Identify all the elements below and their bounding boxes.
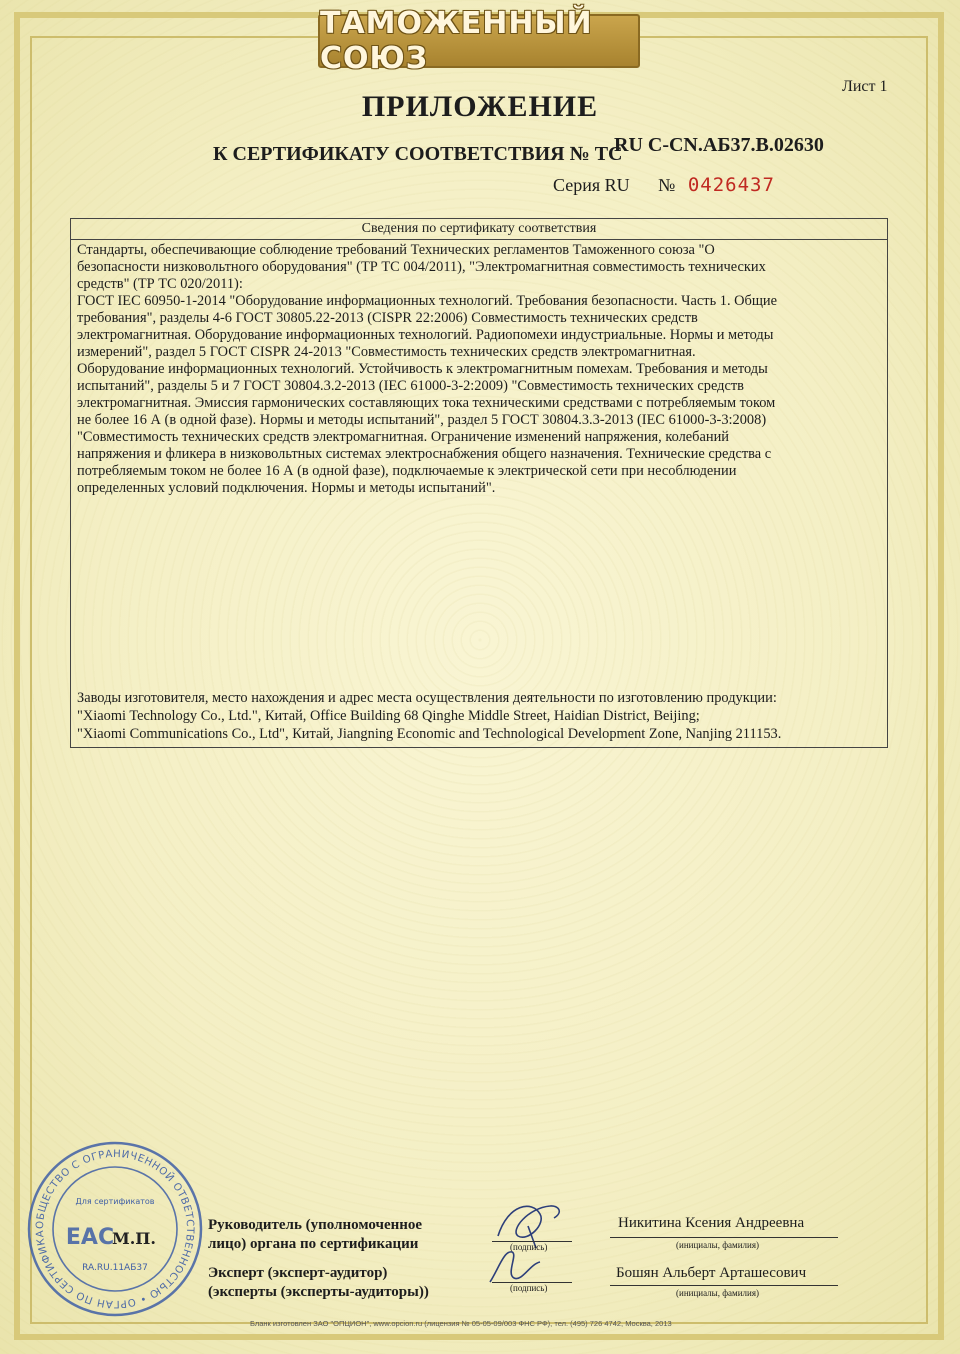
- expert-sign-caption: (подпись): [510, 1283, 548, 1293]
- certificate-number: RU С-CN.АБ37.В.02630: [614, 134, 824, 156]
- series-label: Серия: [553, 175, 601, 195]
- certificate-label: К СЕРТИФИКАТУ СООТВЕТСТВИЯ № ТС: [213, 143, 623, 165]
- page-title: ПРИЛОЖЕНИЕ: [361, 90, 599, 123]
- seal-ring-text: ОБЩЕСТВО С ОГРАНИЧЕННОЙ ОТВЕТСТВЕННОСТЬЮ • ОРГАН ПО СЕРТИФИКА: [34, 1148, 196, 1310]
- head-label-line: Руководитель (уполномоченное: [208, 1217, 423, 1233]
- series-value: RU: [604, 175, 630, 195]
- head-label-line: лицо) органа по сертификации: [208, 1236, 419, 1252]
- expert-label-line: (эксперты (эксперты-аудиторы)): [208, 1284, 429, 1300]
- footer-note: Бланк изготовлен ЗАО "ОПЦИОН", www.opcion.ru (лицензия № 05-05-09/003 ФНС РФ), тел. (495) 726 4742, Москва, 2013: [250, 1319, 672, 1328]
- number-sign: №: [658, 175, 676, 195]
- expert-label-line: Эксперт (эксперт-аудитор): [208, 1265, 388, 1281]
- standards-line: "Совместимость технических средств электромагнитная. Ограничение изменений напряжения, колебаний: [77, 429, 729, 445]
- standards-text: [71, 240, 887, 497]
- standards-line: Оборудование информационных технологий. Устойчивость к электромагнитным помехам. Требования и методы: [77, 361, 768, 377]
- head-name: Никитина Ксения Андреевна: [618, 1215, 805, 1231]
- expert-name: Бошян Альберт Арташесович: [616, 1265, 807, 1281]
- standards-line: измерений", раздел 5 ГОСТ CISPR 24-2013 "Совместимость технических средств электромагнитная.: [77, 344, 696, 360]
- banner-text: ТАМОЖЕННЫЙ СОЮЗ: [320, 6, 593, 76]
- expert-signature-label: [208, 1264, 429, 1302]
- sheet-label: Лист 1: [842, 78, 888, 95]
- head-sign-caption: (подпись): [510, 1242, 548, 1252]
- standards-line: средств" (ТР ТС 020/2011):: [77, 276, 243, 292]
- series-line: [553, 174, 775, 196]
- seal-mark: ЕАС: [65, 1225, 115, 1250]
- standards-line: ГОСТ IEC 60950-1-2014 "Оборудование информационных технологий. Требования безопасности. Часть 1. Общие: [77, 293, 778, 309]
- seal-inner-text: Для сертификатов: [75, 1197, 155, 1206]
- standards-line: не более 16 А (в одной фазе). Нормы и методы испытаний", раздел 5 ГОСТ 30804.3.3-2013 (IEC 61000-3-3:2008): [77, 412, 767, 428]
- manufacturers-line: "Xiaomi Communications Co., Ltd", Китай, Jiangning Economic and Technological Development Zone, Nanjing 211153.: [77, 726, 782, 742]
- manufacturers-line: "Xiaomi Technology Co., Ltd.", Китай, Office Building 68 Qinghe Middle Street, Haidian District, Beijing;: [77, 708, 700, 724]
- manufacturers-line: Заводы изготовителя, место нахождения и адрес места осуществления деятельности по изготовлению продукции:: [77, 690, 777, 706]
- standards-line: определенных условий подключения. Нормы и методы испытаний".: [77, 480, 496, 496]
- standards-line: безопасности низковольтного оборудования" (ТР ТС 004/2011), "Электромагнитная совместимость технических: [77, 259, 766, 275]
- expert-name-caption: (инициалы, фамилия): [676, 1288, 759, 1298]
- standards-line: электромагнитная. Оборудование информационных технологий. Радиопомехи индустриальные. Нормы и методы: [77, 327, 774, 343]
- standards-line: напряжения и фликера в низковольтных системах электроснабжения общего назначения. Технические средства с: [77, 446, 772, 462]
- head-signature-label: [208, 1216, 422, 1254]
- standards-line: испытаний", разделы 5 и 7 ГОСТ 30804.3.2-2013 (IEC 61000-3-2:2009) "Совместимость технических средств: [77, 378, 744, 394]
- expert-name-line: [610, 1285, 838, 1286]
- head-name-line: [610, 1237, 838, 1238]
- standards-line: потребляемым током не более 16 А (в одной фазе), подключаемые к электрической сети при несоблюдении: [77, 463, 737, 479]
- standards-line: Стандарты, обеспечивающие соблюдение требований Технических регламентов Таможенного союза "О: [77, 242, 715, 258]
- standards-line: электромагнитная. Эмиссия гармонических составляющих тока техническими средствами с потребляемым током: [77, 395, 776, 411]
- certification-seal: [26, 1140, 204, 1318]
- certificate-details-box: [70, 218, 888, 748]
- standards-line: требования", разделы 4-6 ГОСТ 30805.22-2013 (CISPR 22:2006) Совместимость технических средств: [77, 310, 698, 326]
- seal-center: М.П.: [112, 1229, 156, 1248]
- serial-number: 0426437: [687, 174, 775, 196]
- seal-graphic: [26, 1140, 204, 1318]
- details-header: Сведения по сертификату соответствия: [71, 219, 887, 240]
- manufacturers-text: [77, 689, 881, 743]
- head-name-caption: (инициалы, фамилия): [676, 1240, 759, 1250]
- seal-code: RA.RU.11АБ37: [82, 1263, 148, 1273]
- customs-union-banner: [318, 6, 640, 76]
